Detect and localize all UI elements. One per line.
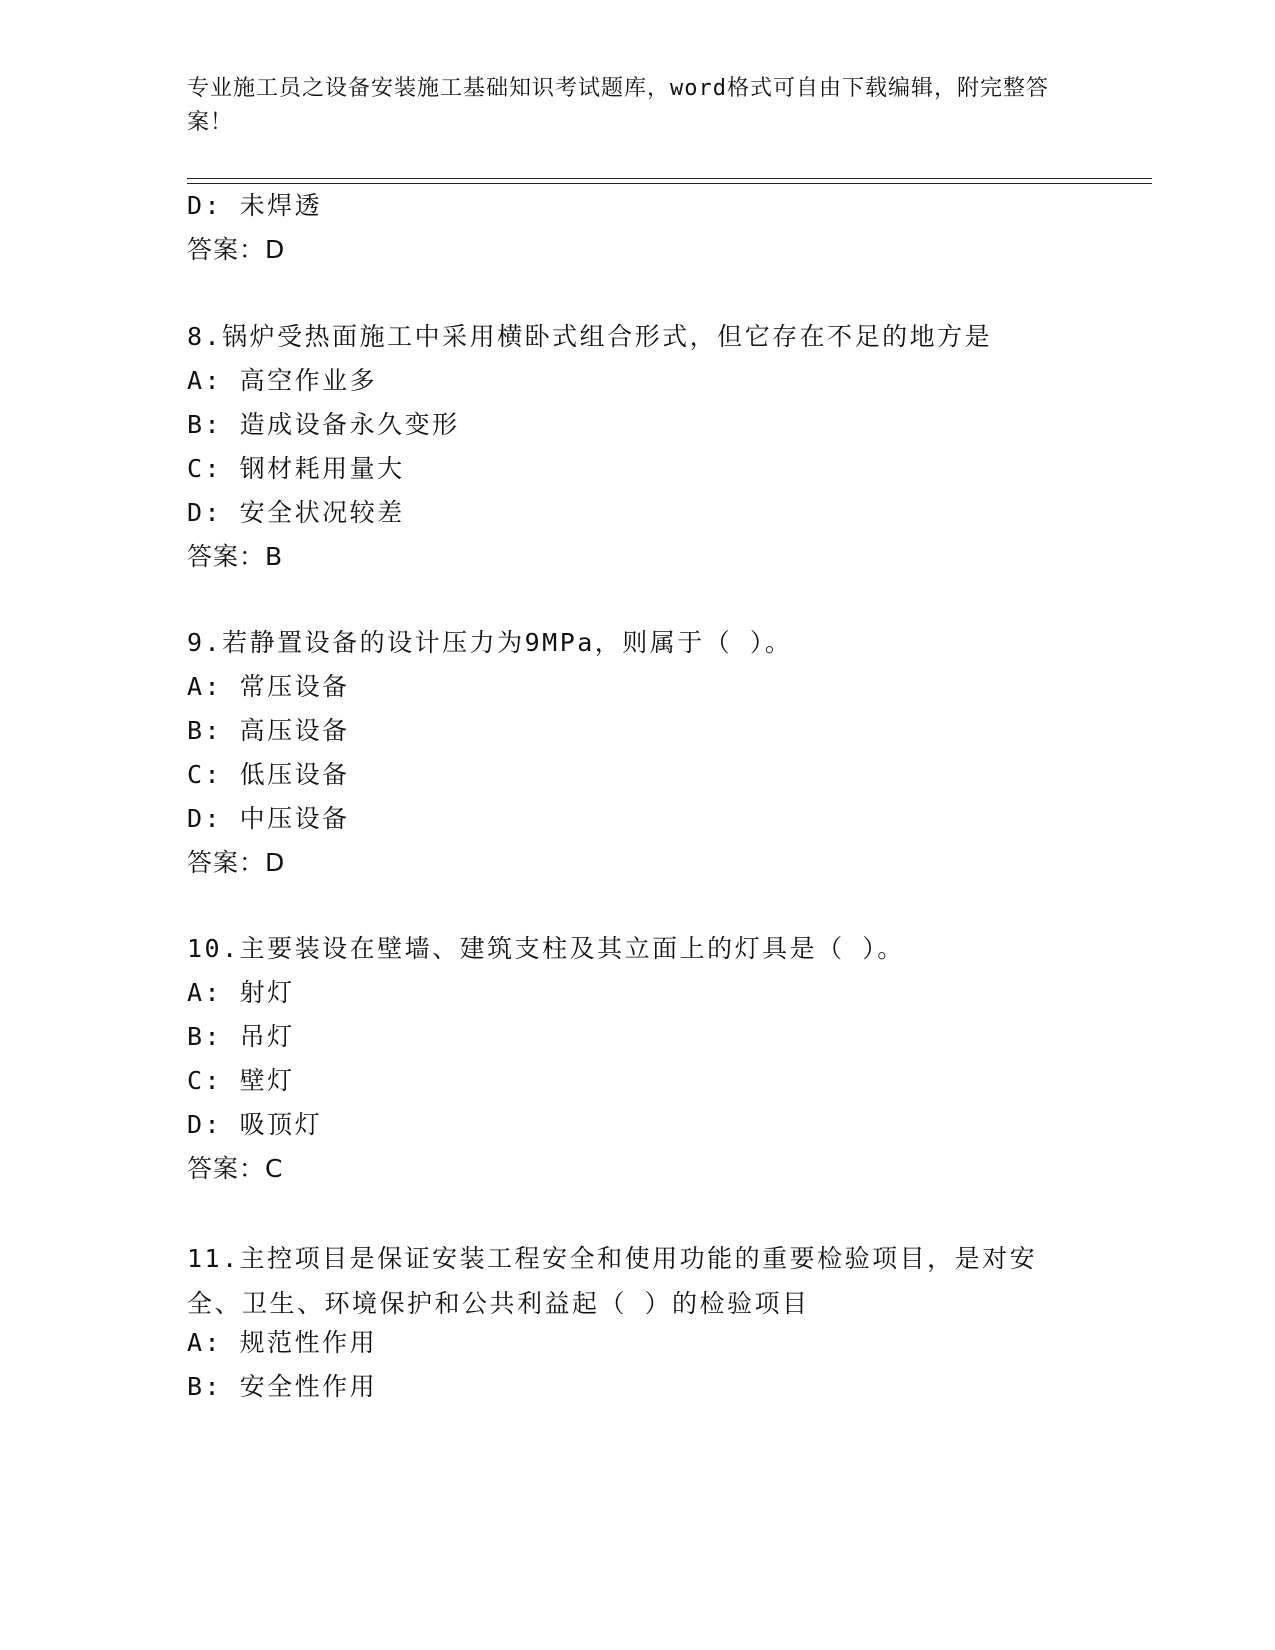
q8-option-c: C: 钢材耗用量大 <box>187 454 405 483</box>
q9-answer: 答案：D <box>187 848 286 877</box>
q10-option-b: B: 吊灯 <box>187 1022 295 1051</box>
q10-option-d: D: 吸顶灯 <box>187 1110 323 1139</box>
q8-option-b: B: 造成设备永久变形 <box>187 410 460 439</box>
q7-answer: 答案：D <box>187 235 286 264</box>
header-divider-top <box>187 178 1152 179</box>
q11-option-a: A: 规范性作用 <box>187 1328 378 1357</box>
q9-option-b: B: 高压设备 <box>187 716 350 745</box>
q8-option-d: D: 安全状况较差 <box>187 498 405 527</box>
q8-question: 8.锅炉受热面施工中采用横卧式组合形式，但它存在不足的地方是 <box>187 322 993 351</box>
q11-option-b: B: 安全性作用 <box>187 1372 378 1401</box>
q11-question: 11.主控项目是保证安装工程安全和使用功能的重要检验项目，是对安全、卫生、环境保护和公共利益起（ ）的检验项目 <box>187 1244 1038 1318</box>
q7-option-d: D: 未焊透 <box>187 191 323 220</box>
document-header: 专业施工员之设备安装施工基础知识考试题库，word格式可自由下载编辑，附完整答案！ <box>187 76 1049 135</box>
header-divider-bottom <box>187 183 1152 184</box>
q10-answer: 答案：C <box>187 1154 284 1183</box>
q10-option-a: A: 射灯 <box>187 978 295 1007</box>
q9-option-a: A: 常压设备 <box>187 672 350 701</box>
q9-option-c: C: 低压设备 <box>187 760 350 789</box>
q9-option-d: D: 中压设备 <box>187 804 350 833</box>
q10-question: 10.主要装设在壁墙、建筑支柱及其立面上的灯具是（ ）。 <box>187 934 905 963</box>
q8-answer: 答案：B <box>187 542 284 571</box>
q8-option-a: A: 高空作业多 <box>187 366 378 395</box>
q10-option-c: C: 壁灯 <box>187 1066 295 1095</box>
q9-question: 9.若静置设备的设计压力为9MPa，则属于（ ）。 <box>187 628 793 657</box>
